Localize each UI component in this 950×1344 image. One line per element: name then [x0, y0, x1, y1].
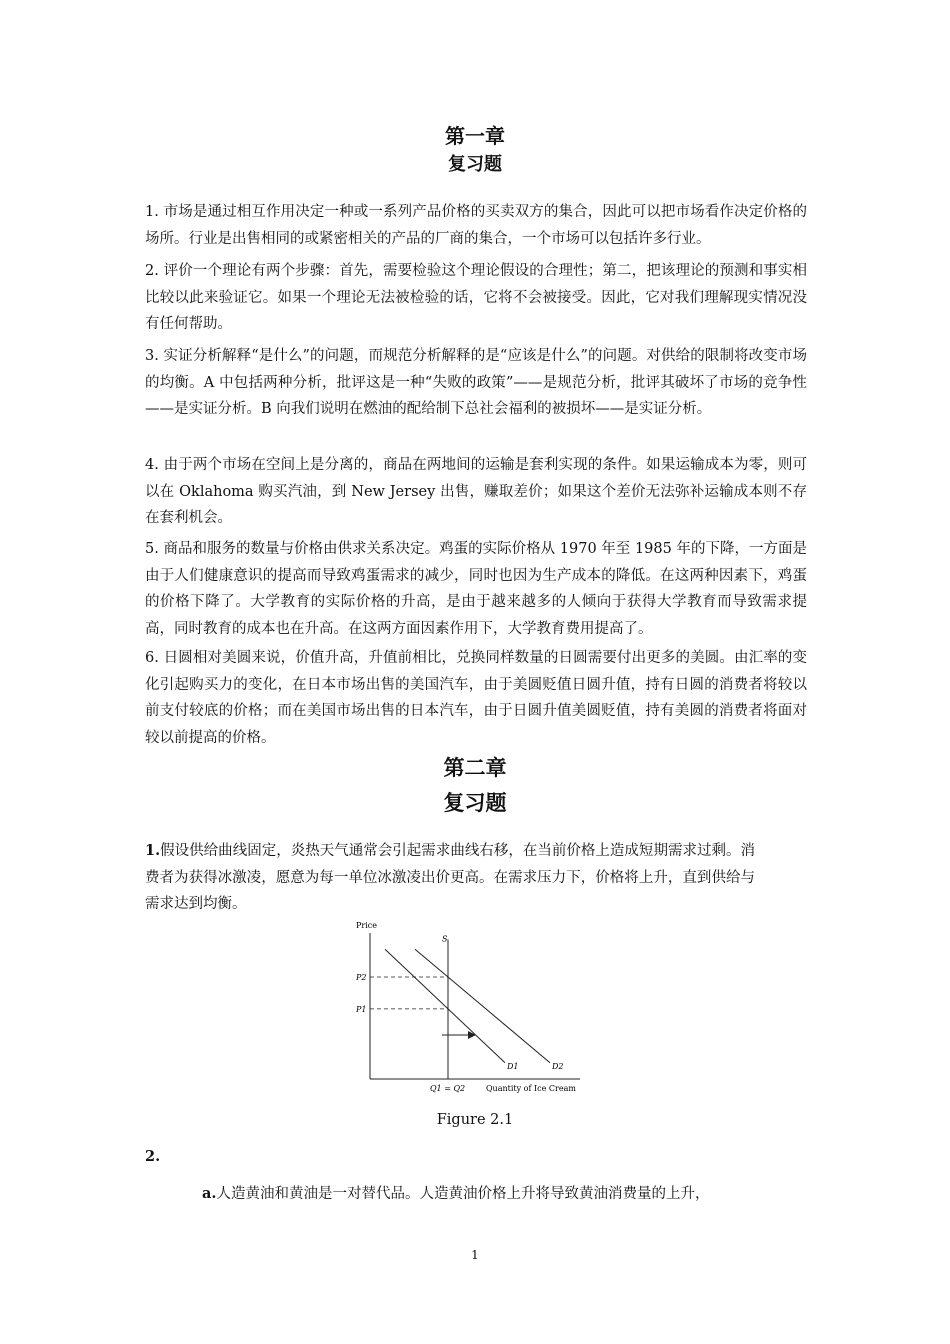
ch2-question-1 [145, 838, 755, 918]
y-axis-label: Price [356, 921, 377, 930]
page-number: 1 [471, 1248, 479, 1262]
price-label-p2: P2 [356, 972, 367, 982]
quantity-label: Q1 = Q2 [430, 1084, 466, 1093]
supply-demand-chart [350, 915, 585, 1095]
chapter2-title: 第二章 [443, 755, 507, 780]
ch1-paragraph-1: 1. 市场是通过相互作用决定一种或一系列产品价格的买卖双方的集合，因此可以把市场看作决定价格的场所。行业是出售相同的或紧密相关的产品的厂商的集合，一个市场可以包括许多行业。 [145, 204, 807, 247]
chapter1-title: 第一章 [445, 124, 505, 148]
ch1-paragraph-3: 3. 实证分析解释“是什么”的问题，而规范分析解释的是“应该是什么”的问题。对供给的限制将改变市场的均衡。A 中包括两种分析，批评这是一种“失败的政策”——是规范分析，批评其破坏了市场的竞争性——是实证分析。B 向我们说明在燃油的配给制下总社会福利的被损坏——是实证分析。 [145, 348, 807, 417]
price-label-p1: P1 [356, 1004, 367, 1014]
supply-label: S [442, 934, 448, 944]
chapter2-subtitle: 复习题 [443, 790, 507, 815]
ch2-question-2-number: 2. [145, 1148, 161, 1165]
chapter1-subtitle: 复习题 [448, 154, 502, 175]
demand-label-d2: D2 [552, 1061, 564, 1071]
ch1-paragraph-5: 5. 商品和服务的数量与价格由供求关系决定。鸡蛋的实际价格从 1970 年至 1985 年的下降，一方面是由于人们健康意识的提高而导致鸡蛋需求的减少，同时也因为生产成本的降低。在这两种因素下，鸡蛋的价格下降了。大学教育的实际价格的升高，是由于越来越多的人倾向于获得大学教育而导致需求提高，同时教育的成本也在升高。在这两方面因素作用下，大学教育费用提高了。 [145, 541, 807, 637]
ch1-paragraph-6: 6. 日圆相对美圆来说，价值升高，升值前相比，兑换同样数量的日圆需要付出更多的美圆。由汇率的变化引起购买力的变化，在日本市场出售的美国汽车，由于美圆贬值日圆升值，持有日圆的消费者将较以前支付较底的价格；而在美国市场出售的日本汽车，由于日圆升值美圆贬值，持有美圆的消费者将面对较以前提高的价格。 [145, 650, 807, 746]
ch2-question-2a [202, 1181, 802, 1208]
demand-label-d1: D1 [507, 1061, 519, 1071]
figure-caption: Figure 2.1 [436, 1112, 514, 1128]
demand-curve-d1 [385, 949, 505, 1063]
q2a-text: 人造黄油和黄油是一对替代品。人造黄油价格上升将导致黄油消费量的上升， [216, 1186, 710, 1202]
x-axis-label: Quantity of Ice Cream [486, 1084, 576, 1093]
ch1-paragraph-2: 2. 评价一个理论有两个步骤：首先，需要检验这个理论假设的合理性；第二，把该理论的预测和事实相比较以此来验证它。如果一个理论无法被检验的话，它将不会被接受。因此，它对我们理解现实情况没有任何帮助。 [145, 263, 807, 332]
demand-curve-d2 [415, 949, 550, 1063]
ch1-paragraph-4: 4. 由于两个市场在空间上是分离的，商品在两地间的运输是套利实现的条件。如果运输成本为零，则可以在 Oklahoma 购买汽油，到 New Jersey 出售，赚取差价；如果这个差价无法弥补运输成本则不存在套利机会。 [145, 457, 807, 526]
q2a-label: a. [202, 1185, 217, 1202]
q1-text: 假设供给曲线固定，炎热天气通常会引起需求曲线右移，在当前价格上造成短期需求过剩。消费者为获得冰激凌，愿意为每一单位冰激凌出价更高。在需求压力下，价格将上升，直到供给与需求达到均衡。 [145, 843, 755, 912]
q1-number: 1. [145, 842, 161, 859]
